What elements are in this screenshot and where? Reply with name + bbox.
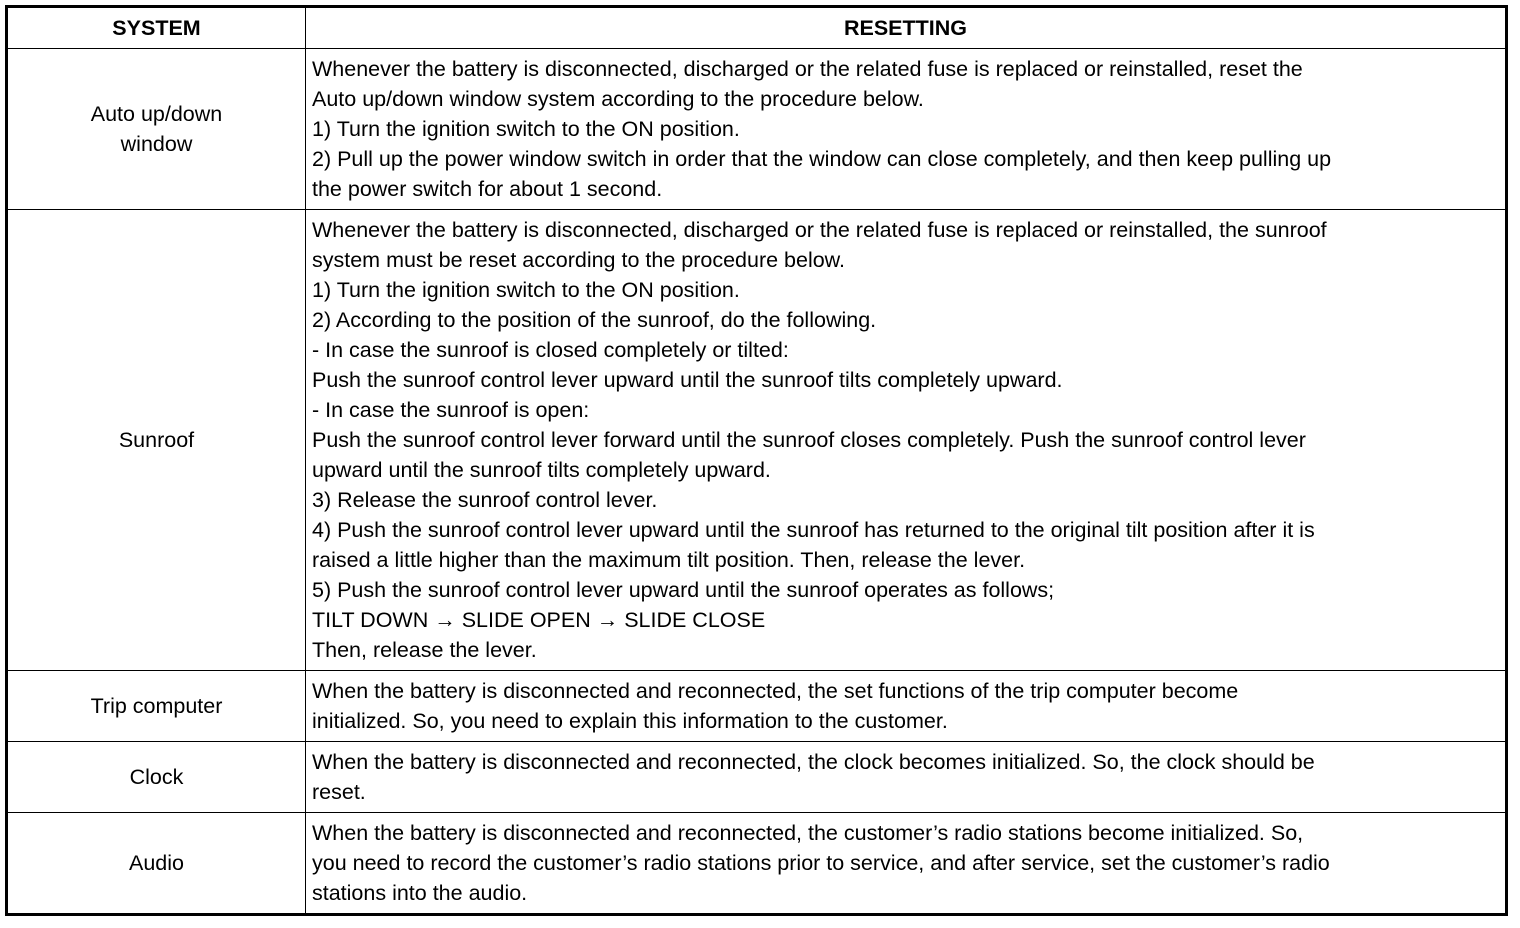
resetting-text-line: TILT DOWN → SLIDE OPEN → SLIDE CLOSE	[312, 608, 766, 632]
system-cell	[7, 671, 306, 742]
resetting-text-line: 3) Release the sunroof control lever.	[312, 488, 658, 512]
resetting-cell	[306, 742, 1507, 813]
system-text-line: Clock	[129, 765, 184, 789]
resetting-text-line: 1) Turn the ignition switch to the ON position.	[312, 117, 740, 141]
system-text-line: Auto up/down	[90, 102, 223, 126]
table-row	[7, 742, 1507, 813]
header-row	[7, 7, 1507, 49]
resetting-text-line: Push the sunroof control lever forward until the sunroof closes completely. Push the sunroof control lever	[312, 428, 1306, 452]
resetting-text-line: Then, release the lever.	[312, 638, 537, 662]
table-row	[7, 813, 1507, 915]
resetting-text-line: Whenever the battery is disconnected, discharged or the related fuse is replaced or reinstalled, the sunroof	[312, 218, 1327, 242]
system-text-line: Sunroof	[118, 428, 195, 452]
resetting-text-line: the power switch for about 1 second.	[312, 177, 663, 201]
resetting-text-line: stations into the audio.	[312, 881, 528, 905]
resetting-cell	[306, 210, 1507, 671]
table-row	[7, 49, 1507, 210]
system-cell	[7, 742, 306, 813]
resetting-text-line: you need to record the customer’s radio stations prior to service, and after service, set the customer’s radio	[312, 851, 1330, 875]
resetting-text-line: 4) Push the sunroof control lever upward until the sunroof has returned to the original tilt position after it is	[312, 518, 1315, 542]
system-resetting-table	[5, 5, 1508, 916]
resetting-text-line: Push the sunroof control lever upward until the sunroof tilts completely upward.	[312, 368, 1063, 392]
system-text-line: window	[120, 132, 193, 156]
resetting-text-line: reset.	[312, 780, 366, 804]
resetting-text-line: When the battery is disconnected and reconnected, the set functions of the trip computer become	[312, 679, 1239, 703]
system-cell	[7, 210, 306, 671]
resetting-text-line: - In case the sunroof is closed completely or tilted:	[312, 338, 789, 362]
resetting-text-line: Auto up/down window system according to the procedure below.	[312, 87, 924, 111]
resetting-text-line: 5) Push the sunroof control lever upward until the sunroof operates as follows;	[312, 578, 1055, 602]
table-row	[7, 671, 1507, 742]
resetting-text-line: initialized. So, you need to explain this information to the customer.	[312, 709, 948, 733]
resetting-text-line: raised a little higher than the maximum tilt position. Then, release the lever.	[312, 548, 1026, 572]
resetting-text-line: system must be reset according to the procedure below.	[312, 248, 845, 272]
resetting-text-line: 2) Pull up the power window switch in order that the window can close completely, and then keep pulling up	[312, 147, 1332, 171]
system-text-line: Trip computer	[90, 694, 223, 718]
table-row	[7, 210, 1507, 671]
resetting-cell	[306, 49, 1507, 210]
resetting-text-line: 1) Turn the ignition switch to the ON position.	[312, 278, 740, 302]
resetting-cell	[306, 671, 1507, 742]
system-cell	[7, 49, 306, 210]
system-cell	[7, 813, 306, 915]
resetting-text-line: upward until the sunroof tilts completely upward.	[312, 458, 771, 482]
system-text-line: Audio	[129, 851, 184, 875]
resetting-text-line: Whenever the battery is disconnected, discharged or the related fuse is replaced or reinstalled, reset the	[312, 57, 1303, 81]
resetting-cell	[306, 813, 1507, 915]
resetting-text-line: - In case the sunroof is open:	[312, 398, 590, 422]
resetting-text-line: 2) According to the position of the sunroof, do the following.	[312, 308, 877, 332]
resetting-column-header: RESETTING	[306, 7, 1507, 49]
resetting-text-line: When the battery is disconnected and reconnected, the clock becomes initialized. So, the clock should be	[312, 750, 1315, 774]
resetting-text-line: When the battery is disconnected and reconnected, the customer’s radio stations become initialized. So,	[312, 821, 1304, 845]
resetting-table-sheet	[5, 5, 1508, 921]
system-column-header: SYSTEM	[7, 7, 306, 49]
